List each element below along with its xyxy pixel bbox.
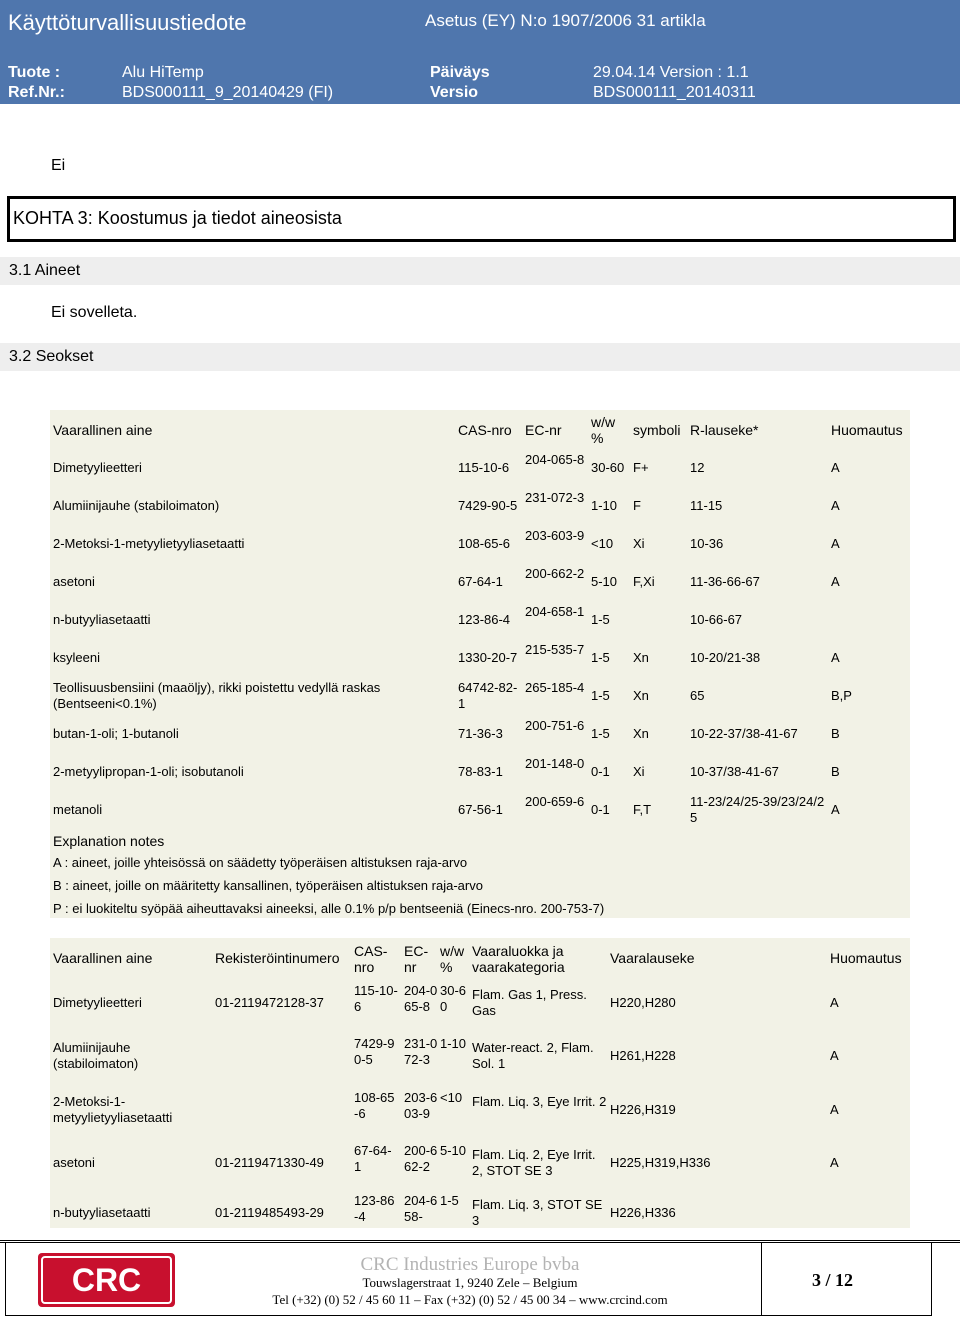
table1-cell: A [831,574,840,589]
table1-cell: 2-Metoksi-1-metyylietyyliasetaatti [53,536,245,551]
table1-header-cell: symboli [633,422,681,438]
section-3-heading [7,196,956,242]
table1-notes-title: Explanation notes [53,833,165,849]
table1-header-cell: R-lauseke* [690,422,759,438]
table2-cell: 115-10-6 [354,983,398,1014]
table2-cell: 204-658- [404,1193,438,1224]
table1-cell: 71-36-3 [458,726,503,741]
table1-cell: Xn [633,726,649,741]
table1-cell: 7429-90-5 [458,498,518,513]
footer-company: CRC Industries Europe bvba [360,1254,580,1275]
table2-cell: H261,H228 [610,1048,676,1063]
date-label: Päiväys [430,64,490,81]
table1-cell: 11-36-66-67 [690,574,760,589]
table2-cell: 1-10 [440,1036,467,1051]
table1-cell: 201-148-0 [525,756,585,771]
table2-cell: Dimetyylieetteri [53,995,142,1010]
table1-cell: 1-10 [591,498,618,513]
table2-cell: A [830,1155,839,1170]
table1-cell: 204-658-1 [525,604,585,619]
table1-cell: F [633,498,641,513]
table1-cell: A [831,536,840,551]
table1-cell: F,T [633,802,652,817]
table2-cell: A [830,1102,839,1117]
table1-cell: Xn [633,650,649,665]
table1-header-cell: Vaarallinen aine [53,422,153,438]
table2-cell: Flam. Gas 1, Press. Gas [472,987,587,1018]
table1-cell: 11-15 [690,498,723,513]
table1-cell: 115-10-6 [458,460,510,475]
subsection-3-1 [0,257,960,285]
table1-cell: 200-662-2 [525,566,585,581]
table1-cell: Xi [633,536,645,551]
table1-header-cell: CAS-nro [458,422,512,438]
table1-cell: 108-65-6 [458,536,511,551]
table1-cell: metanoli [53,802,103,817]
table1-cell: 64742-82-1 [458,680,518,711]
table1-cell: 78-83-1 [458,764,503,779]
crc-logo [38,1253,175,1307]
table1-cell: Xn [633,688,649,703]
date-value: 29.04.14 Version : 1.1 [593,64,749,81]
product-label: Tuote : [8,64,61,81]
table2-header-cell: Vaaraluokka ja vaarakategoria [472,943,565,975]
page-number: 3 / 12 [812,1270,854,1290]
table2-cell: asetoni [53,1155,95,1170]
table1-cell: A [831,802,840,817]
table2-cell: H220,H280 [610,995,676,1010]
table2-header-cell: CAS-nro [354,943,388,975]
table1-cell: F,Xi [633,574,655,589]
top-text: Ei [51,157,66,174]
table2-cell: A [830,1048,839,1063]
table2-cell: Flam. Liq. 3, STOT SE 3 [472,1197,603,1228]
table2-header-cell: Rekisteröintinumero [215,950,340,966]
table2-cell: Water-react. 2, Flam. Sol. 1 [472,1040,594,1071]
table1-cell: F+ [633,460,649,475]
document-title: Käyttöturvallisuustiedote [8,10,247,35]
table1-note: B : aineet, joille on määritetty kansallinen, työperäisen altistuksen raja-arvo [53,878,483,893]
table1-cell: 10-36 [690,536,724,551]
subsection-3-2-title: 3.2 Seokset [9,348,94,365]
footer-contact: Tel (+32) (0) 52 / 45 60 11 – Fax (+32) (0) 52 / 45 00 34 – www.crcind.com [272,1292,668,1307]
table2-cell: 1-5 [440,1193,459,1208]
mixtures-table-h-phrases [50,938,910,1228]
table2-cell: H226,H336 [610,1205,676,1220]
svg-text:CRC: CRC [71,1262,142,1298]
table2-cell: Flam. Liq. 2, Eye Irrit. 2, STOT SE 3 [472,1147,596,1178]
table1-cell: 1330-20-7 [458,650,518,665]
footer-divider-vertical [761,1243,762,1315]
table2-cell: 203-603-9 [404,1090,438,1121]
table2-cell: Alumiinijauhe (stabiloimaton) [53,1040,139,1071]
table1-cell: 67-56-1 [458,802,503,817]
table2-cell: 7429-90-5 [354,1036,395,1067]
table2-cell: 30-60 [440,983,467,1014]
table1-cell: Dimetyylieetteri [53,460,142,475]
table1-cell: 0-1 [591,802,610,817]
table2-cell: A [830,995,839,1010]
table1-cell: 10-37/38-41-67 [690,764,779,779]
version-value: BDS000111_20140311 [593,84,756,101]
table2-cell: 2-Metoksi-1-metyylietyyliasetaatti [53,1094,173,1125]
table1-cell: 1-5 [591,650,610,665]
table1-cell: butan-1-oli; 1-butanoli [53,726,179,741]
table2-header-cell: EC-nr [404,943,429,975]
table1-cell: 204-065-8 [525,452,585,467]
document-header [0,0,960,104]
table1-header-cell: Huomautus [831,422,903,438]
subsection-3-1-text: Ei sovelleta. [51,304,138,321]
table1-cell: 1-5 [591,726,610,741]
table1-cell: 5-10 [591,574,618,589]
table1-cell: 231-072-3 [525,490,585,505]
table1-cell: 10-22-37/38-41-67 [690,726,798,741]
table1-cell: asetoni [53,574,95,589]
table2-cell: 204-065-8 [404,983,438,1014]
subsection-3-1-title: 3.1 Aineet [9,262,81,279]
table2-cell: 01-2119472128-37 [215,995,324,1010]
table2-header-cell: w/w % [440,943,465,975]
table1-cell: 67-64-1 [458,574,503,589]
footer-address: Touwslagerstraat 1, 9240 Zele – Belgium [362,1275,578,1290]
table2-cell: 123-86-4 [354,1193,395,1224]
ref-value: BDS000111_9_20140429 (FI) [122,84,334,101]
table1-cell: 0-1 [591,764,610,779]
table1-cell: Teollisuusbensiini (maaöljy), rikki poistettu vedyllä raskas (Bentseeni<0.1%) [53,680,381,711]
table1-cell: 2-metyylipropan-1-oli; isobutanoli [53,764,244,779]
table2-cell: <10 [440,1090,463,1105]
table2-header-cell: Vaaralauseke [610,950,695,966]
table2-cell: 67-64-1 [354,1143,392,1174]
product-value: Alu HiTemp [122,64,204,81]
table1-cell: <10 [591,536,614,551]
section-3-title: KOHTA 3: Koostumus ja tiedot aineosista [13,208,342,228]
table2-cell: 200-662-2 [404,1143,438,1174]
table1-header-cell: w/w % [591,414,616,446]
table1-cell: 30-60 [591,460,625,475]
table1-cell: n-butyyliasetaatti [53,612,151,627]
table1-cell: B,P [831,688,852,703]
table1-cell: B [831,764,840,779]
table2-header-cell: Huomautus [830,950,902,966]
table1-header-cell: EC-nr [525,422,562,438]
table1-cell: ksyleeni [53,650,100,665]
table1-cell: Xi [633,764,645,779]
table1-cell: 12 [690,460,705,475]
subsection-3-2 [0,343,960,371]
table1-cell: 203-603-9 [525,528,585,543]
regulation-text: Asetus (EY) N:o 1907/2006 31 artikla [425,11,706,30]
table1-cell: 200-659-6 [525,794,585,809]
table2-cell: H225,H319,H336 [610,1155,711,1170]
table1-cell: 215-535-7 [525,642,585,657]
table1-cell: 200-751-6 [525,718,585,733]
table1-cell: 265-185-4 [525,680,585,695]
table1-cell: B [831,726,840,741]
table1-cell: 123-86-4 [458,612,511,627]
version-label: Versio [430,84,479,101]
table1-cell: 10-66-67 [690,612,743,627]
table1-note: A : aineet, joille yhteisössä on säädetty työperäisen altistuksen raja-arvo [53,855,468,870]
table2-cell: 01-2119471330-49 [215,1155,324,1170]
table2-cell: 01-2119485493-29 [215,1205,324,1220]
mixtures-table-r-phrases [50,410,910,918]
table1-cell: 11-23/24/25-39/23/24/25 [690,794,825,825]
table1-cell: 65 [690,688,705,703]
table2-cell: 108-65-6 [354,1090,395,1121]
ref-label: Ref.Nr.: [8,84,65,101]
table2-header-cell: Vaarallinen aine [53,950,153,966]
table2-cell: Flam. Liq. 3, Eye Irrit. 2 [472,1094,607,1109]
table2-cell: 231-072-3 [404,1036,438,1067]
table1-cell: A [831,460,840,475]
table1-cell: 10-20/21-38 [690,650,761,665]
table1-cell: 1-5 [591,688,610,703]
table1-cell: A [831,650,840,665]
table1-cell: Alumiinijauhe (stabiloimaton) [53,498,220,513]
table2-cell: 5-10 [440,1143,467,1158]
table1-cell: A [831,498,840,513]
table1-note: P : ei luokiteltu syöpää aiheuttavaksi aineeksi, alle 0.1% p/p bentseeniä (Einecs-nro. 200-753-7) [53,901,605,916]
table2-cell: H226,H319 [610,1102,676,1117]
table1-cell: 1-5 [591,612,610,627]
table2-cell: n-butyyliasetaatti [53,1205,151,1220]
